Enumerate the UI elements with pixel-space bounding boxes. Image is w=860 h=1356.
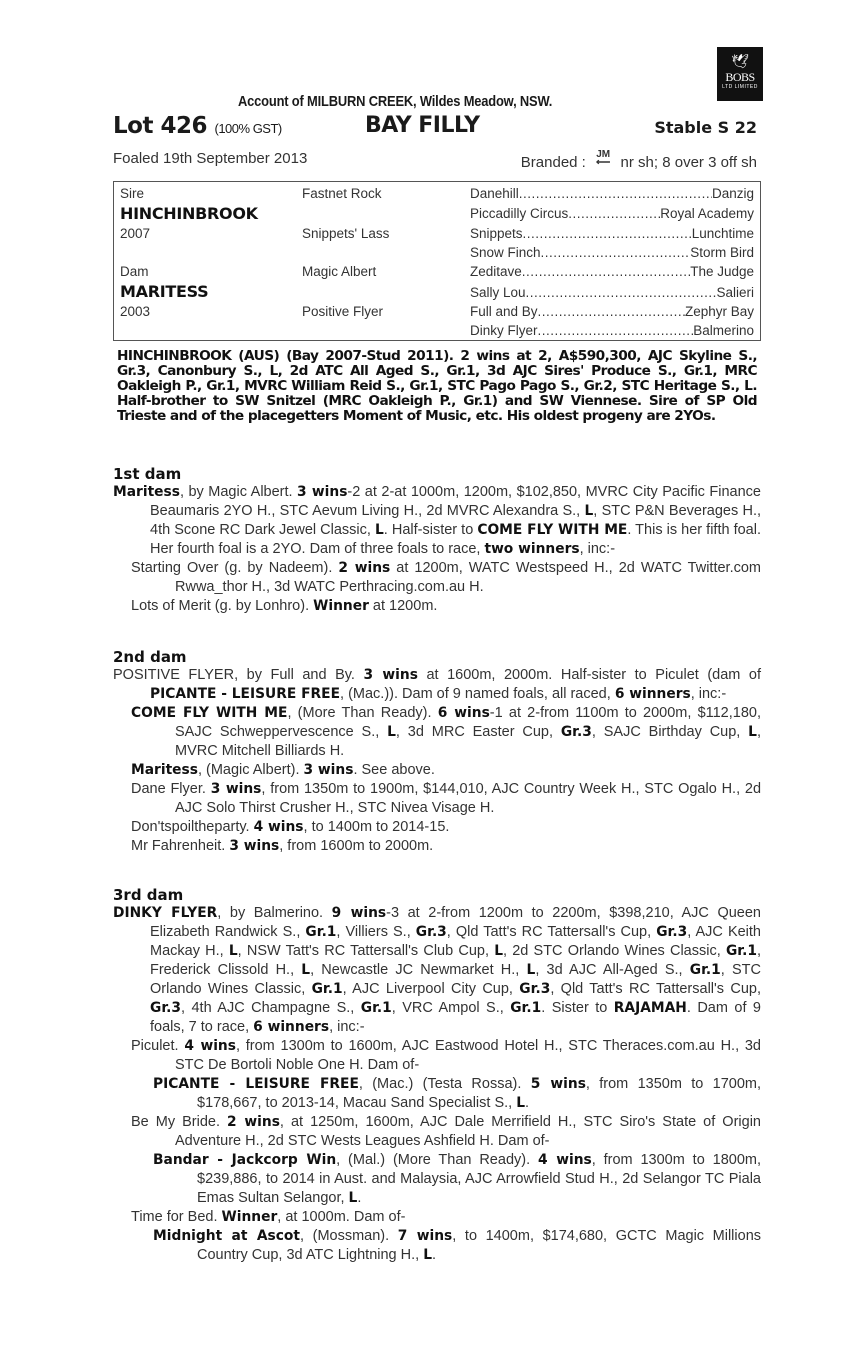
text: , inc:- <box>579 541 616 557</box>
bold-text: Gr.1 <box>510 1000 542 1016</box>
dam-year: 2003 <box>120 304 151 319</box>
first-dam-heading: 1st dam <box>113 465 182 483</box>
text: Time for Bed. <box>131 1209 222 1225</box>
grandparent-sire: Zephyr Bay <box>684 304 754 319</box>
bold-text: L <box>423 1247 433 1263</box>
bold-text: Bandar - Jackcorp Win <box>153 1152 337 1168</box>
grandparent-sire: Royal Academy <box>660 206 754 221</box>
text: , AJC Liverpool City Cup, <box>342 981 520 997</box>
grandparent-row <box>470 323 754 338</box>
logo-name: BOBS <box>725 70 755 84</box>
brand-mark-icon <box>596 150 610 166</box>
grandparent-name: Dinky Flyer <box>470 323 538 338</box>
horse-description: BAY FILLY <box>365 113 480 138</box>
foaled-date: Foaled 19th September 2013 <box>113 150 308 167</box>
bold-text: L <box>301 962 311 978</box>
bold-text: 5 wins <box>530 1076 586 1092</box>
grandparent-sire: Lunchtime <box>691 226 754 241</box>
stable-number: Stable S 22 <box>654 118 757 137</box>
progeny-entry <box>113 837 761 856</box>
first-dam-section <box>113 465 761 616</box>
text: Don'tspoiltheparty. <box>131 819 254 835</box>
bold-text: Gr.3 <box>560 724 592 740</box>
text: , (Mac.)). Dam of 9 named foals, all raced, <box>340 686 615 702</box>
bold-text: 6 winners <box>253 1019 330 1035</box>
text: , NSW Tatt's RC Tattersall's Club Cup, <box>237 943 495 959</box>
bold-text: COME FLY WITH ME <box>477 522 628 538</box>
text: , STC P&N Beverages H., 4th Scone RC Dark Jewel Classic, <box>150 503 762 538</box>
bold-text: 9 wins <box>331 905 387 921</box>
bold-text: Winner <box>221 1209 278 1225</box>
parent-dam-dam: Positive Flyer <box>302 304 384 319</box>
text: . This is her fifth foal. Her fourth foal is a 2YO. Dam of three foals to race, <box>150 522 761 557</box>
bold-text: L <box>374 522 384 538</box>
text: -3 at 2-from 1200m to 2200m, $398,210, AJC Queen Elizabeth Randwick S., <box>150 905 761 940</box>
bold-text: Gr.3 <box>656 924 688 940</box>
grandparent-name: Full and By <box>470 304 538 319</box>
bobs-logo <box>717 47 763 101</box>
progeny-entry <box>113 1227 761 1265</box>
bold-text: 6 wins <box>437 705 490 721</box>
progeny-entry <box>113 704 761 761</box>
bold-text: two winners <box>484 541 580 557</box>
sire-label: Sire <box>120 186 145 201</box>
grandparent-name: Piccadilly Circus <box>470 206 569 221</box>
progeny-entry <box>113 904 761 1037</box>
grandparent-row <box>470 206 754 221</box>
text: . <box>432 1247 437 1263</box>
text: , 4th AJC Champagne S., <box>181 1000 361 1016</box>
progeny-entry <box>113 1151 761 1208</box>
brand-arrow-icon: ⟵ <box>596 157 611 168</box>
grandparent-row <box>470 304 754 319</box>
bold-text: Maritess <box>113 484 180 500</box>
progeny-entry <box>113 761 761 780</box>
text: . Dam of 9 foals, 7 to race, <box>150 1000 761 1035</box>
grandparent-sire: The Judge <box>690 264 754 279</box>
text: , inc:- <box>690 686 727 702</box>
grandparent-row <box>470 186 754 201</box>
bold-text: PICANTE - LEISURE FREE <box>153 1076 359 1092</box>
grandparent-name: Sally Lou <box>470 285 526 300</box>
third-dam-section <box>113 886 761 1265</box>
text: , from 1600m to 2000m. <box>279 838 434 854</box>
grandparent-name: Snippets <box>470 226 523 241</box>
lot-label: Lot 426 <box>113 113 207 139</box>
sire-year: 2007 <box>120 226 151 241</box>
grandparent-sire: Danzig <box>711 186 754 201</box>
text: , STC Orlando Wines Classic, <box>150 962 761 997</box>
second-dam-section <box>113 648 761 856</box>
text: , (Magic Albert). <box>197 762 304 778</box>
bold-text: 3 wins <box>229 838 280 854</box>
bold-text: PICANTE - LEISURE FREE <box>150 686 341 702</box>
bold-text: Gr.1 <box>311 981 343 997</box>
text: POSITIVE FLYER, by Full and By. <box>113 667 364 683</box>
text: . Sister to <box>541 1000 614 1016</box>
bold-text: Gr.3 <box>415 924 447 940</box>
bold-text: DINKY FLYER <box>113 905 218 921</box>
text: , from 1350m to 1700m, $178,667, to 2013-14, Macau Sand Specialist S., <box>197 1076 761 1111</box>
text: , Qld Tatt's RC Tattersall's Cup, <box>446 924 657 940</box>
text: . <box>357 1190 362 1206</box>
bold-text: Gr.1 <box>725 943 757 959</box>
bold-text: RAJAMAH <box>613 1000 687 1016</box>
text: , at 1000m. Dam of- <box>277 1209 406 1225</box>
bold-text: Gr.3 <box>150 1000 182 1016</box>
progeny-entry <box>113 780 761 818</box>
lot-number <box>113 113 282 139</box>
bold-text: L <box>526 962 536 978</box>
grandparent-name: Danehill <box>470 186 519 201</box>
text: , (More Than Ready). <box>287 705 438 721</box>
pedigree-table <box>113 181 761 341</box>
text: , VRC Ampol S., <box>391 1000 511 1016</box>
progeny-entry <box>113 483 761 559</box>
text: -2 at 2-at 1000m, 1200m, $102,850, MVRC City Pacific Finance Beaumaris 2YO H., STC Aevum Living H., 2d MVRC Alexandra S., <box>150 484 761 519</box>
bold-text: 4 wins <box>253 819 304 835</box>
brand-info <box>521 150 757 171</box>
parent-sire-sire: Fastnet Rock <box>302 186 382 201</box>
brand-description: nr sh; 8 over 3 off sh <box>620 154 757 171</box>
grandparent-row <box>470 226 754 241</box>
bold-text: COME FLY WITH ME <box>131 705 288 721</box>
bold-text: Gr.1 <box>689 962 721 978</box>
progeny-entry <box>113 666 761 704</box>
text: Mr Fahrenheit. <box>131 838 230 854</box>
dam-label: Dam <box>120 264 149 279</box>
text: at 1600m, 2000m. Half-sister to Piculet (dam of <box>417 667 761 683</box>
text: Lots of Merit (g. by Lonhro). <box>131 598 314 614</box>
progeny-entry <box>113 1113 761 1151</box>
text: . See above. <box>353 762 435 778</box>
bold-text: Midnight at Ascot <box>153 1228 300 1244</box>
text: Piculet. <box>131 1038 185 1054</box>
text: . <box>525 1095 530 1111</box>
bold-text: Winner <box>313 598 369 614</box>
text: , 2d STC Orlando Wines Classic, <box>502 943 726 959</box>
grandparent-row <box>470 245 754 260</box>
bold-text: 3 wins <box>303 762 354 778</box>
text: , by Balmerino. <box>217 905 332 921</box>
third-dam-heading: 3rd dam <box>113 886 184 904</box>
text: , MVRC Mitchell Billiards H. <box>175 724 761 759</box>
logo-subtitle: LTD LIMITED <box>722 84 758 90</box>
brand-mark-text: JM <box>596 149 611 160</box>
bold-text: L <box>494 943 503 959</box>
text: Starting Over (g. by Nadeem). <box>131 560 339 576</box>
text: , (Mossman). <box>300 1228 398 1244</box>
bold-text: L <box>348 1190 358 1206</box>
text: , 3d MRC Easter Cup, <box>395 724 561 740</box>
text: , by Magic Albert. <box>179 484 298 500</box>
bold-text: 3 wins <box>210 781 262 797</box>
text: , SAJC Birthday Cup, <box>591 724 749 740</box>
parent-dam-sire: Magic Albert <box>302 264 377 279</box>
bold-text: 2 wins <box>338 560 391 576</box>
text: , Villiers S., <box>336 924 416 940</box>
third-dam-entries <box>113 904 761 1265</box>
grandparent-sire: Storm Bird <box>690 245 754 260</box>
text: , AJC Keith Mackay H., <box>150 924 761 959</box>
text: . Half-sister to <box>383 522 478 538</box>
progeny-entry <box>113 559 761 597</box>
bold-text: L <box>228 943 238 959</box>
grandparent-name: Snow Finch <box>470 245 541 260</box>
lot-line <box>113 113 763 141</box>
second-dam-entries <box>113 666 761 856</box>
progeny-entry <box>113 597 761 616</box>
grandparent-sire: Salieri <box>716 285 754 300</box>
text: , (Mal.) (More Than Ready). <box>336 1152 538 1168</box>
bold-text: Gr.3 <box>519 981 551 997</box>
text: , from 1300m to 1600m, AJC Eastwood Hotel H., STC Theraces.com.au H., 3d STC De Bortoli Noble One H. Dam of- <box>175 1038 761 1073</box>
text: , from 1350m to 1900m, $144,010, AJC Country Week H., STC Ogalo H., 2d AJC Solo Thirst Crusher H., STC Nivea Visage H. <box>175 781 762 816</box>
bold-text: Maritess <box>131 762 198 778</box>
sire-name: HINCHINBROOK <box>120 204 258 223</box>
text: , 3d AJC All-Aged S., <box>535 962 690 978</box>
progeny-entry <box>113 818 761 837</box>
dam-name: MARITESS <box>120 282 209 301</box>
bold-text: 2 wins <box>227 1114 280 1130</box>
bold-text: L <box>584 503 594 519</box>
second-dam-heading: 2nd dam <box>113 648 187 666</box>
gst-note: (100% GST) <box>214 121 282 136</box>
branded-label: Branded : <box>520 154 586 171</box>
grandparent-sire: Balmerino <box>693 323 754 338</box>
progeny-entry <box>113 1208 761 1227</box>
bold-text: Gr.1 <box>360 1000 392 1016</box>
sire-summary: HINCHINBROOK (AUS) (Bay 2007-Stud 2011). 2 wins at 2, A$590,300, AJC Skyline S., Gr.3, Canonbury S., L, 2d ATC All Aged S., Gr.1, 3d AJC Sires' Produce S., Gr.1, MRC Oakleigh P., Gr.1, MVRC William Reid S., Gr.1, STC Pago Pago S., Gr.2, STC Heritage S., L. Half-brother to SW Snitzel (MRC Oakleigh P., Gr.1) and SW Viennese. Sire of SP Old Trieste and of the placegetters Moment of Music, etc. His oldest progeny are 2YOs. <box>117 348 757 424</box>
text: -1 at 2-from 1100m to 2000m, $112,180, SAJC Schweppervescence S., <box>175 705 761 740</box>
bold-text: 4 wins <box>537 1152 592 1168</box>
text: at 1200m, WATC Westspeed H., 2d WATC Twitter.com Rwwa_thor H., 3d WATC Perthracing.com.au H. <box>175 560 761 595</box>
text: , Qld Tatt's RC Tattersall's Cup, <box>550 981 761 997</box>
progeny-entry <box>113 1037 761 1075</box>
bold-text: L <box>516 1095 526 1111</box>
grandparent-row <box>470 285 754 300</box>
bold-text: 7 wins <box>397 1228 453 1244</box>
text: at 1200m. <box>368 598 438 614</box>
text: Dane Flyer. <box>131 781 211 797</box>
text: , from 1300m to 1800m, $239,886, to 2014 in Aust. and Malaysia, AJC Arrowfield Stud H., 2d Selangor TC Piala Emas Sultan Selangor, <box>197 1152 761 1206</box>
text: , Frederick Clissold H., <box>150 943 761 978</box>
grandparent-name: Zeditave <box>470 264 522 279</box>
text: , (Mac.) (Testa Rossa). <box>358 1076 531 1092</box>
horse-bird-icon: 🕊 <box>731 53 749 69</box>
bold-text: 6 winners <box>614 686 691 702</box>
parent-sire-dam: Snippets' Lass <box>302 226 390 241</box>
bold-text: L <box>748 724 757 740</box>
bold-text: 4 wins <box>184 1038 236 1054</box>
bold-text: 3 wins <box>297 484 348 500</box>
vendor-account: Account of MILBURN CREEK, Wildes Meadow, NSW. <box>238 93 553 110</box>
bold-text: 3 wins <box>363 667 418 683</box>
text: , Newcastle JC Newmarket H., <box>310 962 527 978</box>
progeny-entry <box>113 1075 761 1113</box>
bold-text: L <box>387 724 396 740</box>
text: Be My Bride. <box>131 1114 227 1130</box>
grandparent-row <box>470 264 754 279</box>
bold-text: Gr.1 <box>305 924 337 940</box>
text: , at 1250m, 1600m, AJC Dale Merrifield H., STC Siro's State of Origin Adventure H., 2d STC Wests Leagues Ashfield H. Dam of- <box>175 1114 761 1149</box>
text: , inc:- <box>329 1019 365 1035</box>
text: , to 1400m to 2014-15. <box>303 819 450 835</box>
first-dam-entries <box>113 483 761 616</box>
text: , to 1400m, $174,680, GCTC Magic Millions Country Cup, 3d ATC Lightning H., <box>197 1228 762 1263</box>
